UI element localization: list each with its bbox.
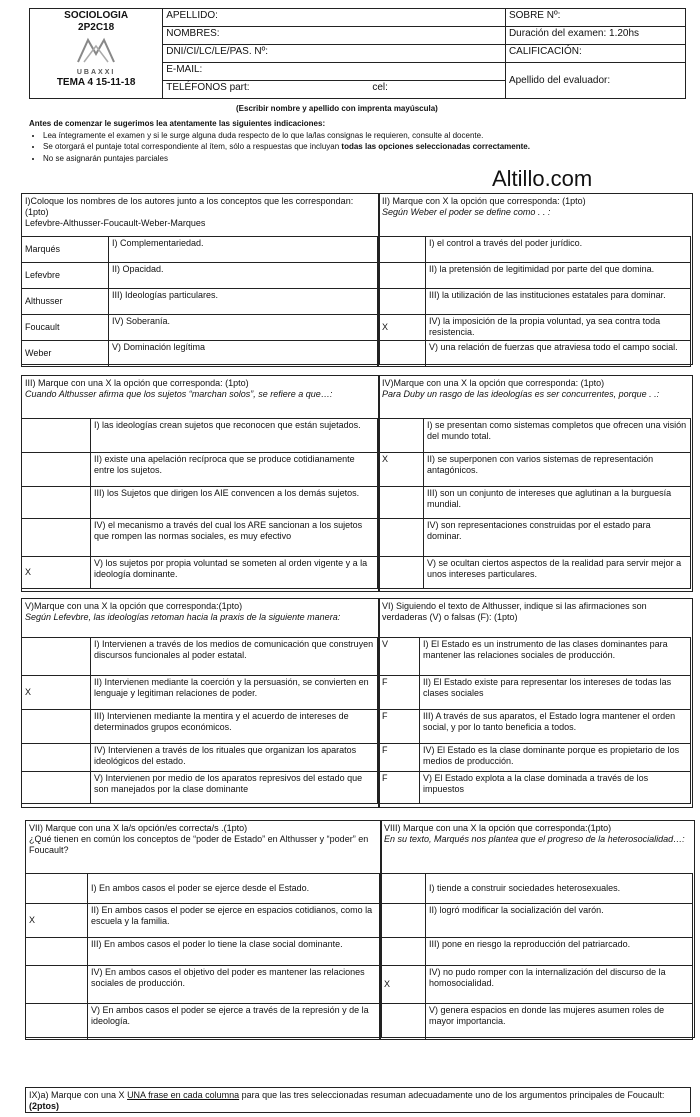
question-5 <box>21 598 380 808</box>
q8-option: V) genera espacios en donde las mujeres asumen roles de mayor importancia. <box>426 1004 693 1040</box>
q4-option: III) son un conjunto de intereses que aglutinan a la burguesía mundial. <box>424 487 691 519</box>
q1-answer[interactable]: Althusser <box>22 289 109 315</box>
q8-mark-box[interactable] <box>381 938 426 966</box>
q7-title: VII) Marque con una X la/s opción/es correcta/s .(1pto) <box>29 823 248 833</box>
apellido-field[interactable]: APELLIDO: <box>163 9 506 27</box>
q5-table <box>21 637 378 804</box>
q2-mark-box[interactable] <box>379 263 426 289</box>
q5-mark-box[interactable] <box>22 772 91 804</box>
q4-option: IV) son representaciones construidas por el estado para dominar. <box>424 519 691 557</box>
q4-option: V) se ocultan ciertos aspectos de la realidad para servir mejor a unos intereses particulares. <box>424 557 691 589</box>
q1-table <box>21 236 378 367</box>
q1-concept: II) Opacidad. <box>109 263 378 289</box>
cel-label: cel: <box>372 82 388 93</box>
q1-concept: IV) Soberanía. <box>109 315 378 341</box>
q6-answer-box[interactable]: F <box>379 772 420 804</box>
question-6 <box>378 598 693 808</box>
q6-statement: V) El Estado explota a la clase dominada a través de los impuestos <box>420 772 691 804</box>
q3-subtitle: Cuando Althusser afirma que los sujetos “marchan solos”, se refiere a que…: <box>25 388 333 399</box>
q4-table <box>378 418 691 589</box>
q6-answer-box[interactable]: F <box>379 744 420 772</box>
telefonos-field[interactable] <box>163 81 506 99</box>
q2-mark-box[interactable] <box>379 237 426 263</box>
sobre-field[interactable]: SOBRE Nº: <box>505 9 685 27</box>
instruction-item: • Se otorgará el puntaje total correspondiente al ítem, sólo a respuestas que incluyan todas las opciones seleccionadas correctamente. <box>43 142 679 152</box>
q1-title: I)Coloque los nombres de los autores junto a los conceptos que les correspondan:(1pto) <box>25 196 354 217</box>
instructions-heading: Antes de comenzar le sugerimos lea atentamente las siguientes indicaciones: <box>29 119 326 128</box>
q5-option: I) Intervienen a través de los medios de comunicación que construyen discursos funcionales al poder estatal. <box>91 638 378 676</box>
q5-mark-box[interactable]: X <box>22 676 91 710</box>
q5-option: II) Intervienen mediante la coerción y la persuasión, se convierten en lenguaje y legitiman relaciones de poder. <box>91 676 378 710</box>
q6-table <box>378 637 691 804</box>
q4-mark-box[interactable]: X <box>379 453 424 487</box>
q8-option: IV) no pudo romper con la internalización del discurso de la homosocialidad. <box>426 966 693 1004</box>
q6-statement: III) A través de sus aparatos, el Estado logra mantener el orden social, y por lo tanto beneficia a todos. <box>420 710 691 744</box>
q2-option: IV) la imposición de la propia voluntad, ya sea contra toda resistencia. <box>426 315 691 341</box>
q4-mark-box[interactable] <box>379 557 424 589</box>
q2-subtitle: Según Weber el poder se define como . . : <box>382 206 551 217</box>
q4-option: I) se presentan como sistemas completos que ofrecen una visión del mundo total. <box>424 419 691 453</box>
q1-answer[interactable]: Weber <box>22 341 109 367</box>
q6-answer-box[interactable]: F <box>379 710 420 744</box>
q2-title: II) Marque con X la opción que corresponda: (1pto) <box>382 196 586 206</box>
question-9 <box>25 1087 691 1113</box>
q2-mark-box[interactable]: X <box>379 315 426 341</box>
calificacion-field[interactable]: CALIFICACIÓN: <box>505 45 685 63</box>
q9-points: (2ptos) <box>29 1100 59 1111</box>
q4-option: II) se superponen con varios sistemas de representación antagónicos. <box>424 453 691 487</box>
question-4 <box>378 375 693 592</box>
q3-option: III) los Sujetos que dirigen los AIE convencen a los demás sujetos. <box>91 487 378 519</box>
q5-option: V) Intervienen por medio de los aparatos represivos del estado que son manejados por la clase dominante <box>91 772 378 804</box>
duration-label: Duración del examen: 1.20hs <box>505 27 685 45</box>
q2-table <box>378 236 691 367</box>
q2-option: V) una relación de fuerzas que atraviesa todo el campo social. <box>426 341 691 367</box>
q3-option: I) las ideologías crean sujetos que reconocen que están sujetados. <box>91 419 378 453</box>
q7-mark-box[interactable] <box>26 874 88 904</box>
q8-option: II) logró modificar la socialización del varón. <box>426 904 693 938</box>
subject-title: SOCIOLOGIA <box>64 10 129 21</box>
q5-title: V)Marque con una X la opción que corresponda:(1pto) <box>25 601 243 611</box>
q3-title: III) Marque con una X la opción que corresponda: (1pto) <box>25 378 249 388</box>
instruction-item: • No se asignarán puntajes parciales <box>43 154 679 164</box>
instructions <box>29 119 679 165</box>
q8-option: I) tiende a construir sociedades heterosexuales. <box>426 874 693 904</box>
q6-answer-box[interactable]: V <box>379 638 420 676</box>
q8-mark-box[interactable] <box>381 1004 426 1040</box>
question-2 <box>378 193 693 365</box>
exam-date: 15-11-18 <box>95 77 136 88</box>
header-table <box>29 8 686 99</box>
q3-mark-box[interactable]: X <box>22 557 91 589</box>
q8-title: VIII) Marque con una X la opción que corresponda:(1pto) <box>384 823 612 833</box>
q5-mark-box[interactable] <box>22 638 91 676</box>
q8-mark-box[interactable]: X <box>381 966 426 1004</box>
q7-subtitle: ¿Qué tienen en común los conceptos de “poder de Estado” en Althusser y “poder” en Foucault? <box>29 833 369 855</box>
question-3 <box>21 375 380 592</box>
q8-option: III) pone en riesgo la reproducción del patriarcado. <box>426 938 693 966</box>
email-field[interactable]: E-MAIL: <box>163 63 506 81</box>
instruction-item: • Lea íntegramente el examen y si le surge alguna duda respecto de lo que la/las consignas le requieren, consulte al docente. <box>43 131 679 141</box>
q9-text-pre: IX)a) Marque con una X <box>29 1090 128 1100</box>
q2-mark-box[interactable] <box>379 289 426 315</box>
q7-option: III) En ambos casos el poder lo tiene la clase social dominante. <box>88 938 380 966</box>
q7-mark-box[interactable] <box>26 966 88 1004</box>
q2-option: III) la utilización de las instituciones estatales para dominar. <box>426 289 691 315</box>
question-7 <box>25 820 382 1038</box>
q1-answer[interactable]: Foucault <box>22 315 109 341</box>
q5-mark-box[interactable] <box>22 710 91 744</box>
q7-option: I) En ambos casos el poder se ejerce desde el Estado. <box>88 874 380 904</box>
q6-statement: II) El Estado existe para representar los intereses de todas las clases sociales <box>420 676 691 710</box>
course-code: 2P2C18 <box>78 22 115 33</box>
q3-mark-box[interactable] <box>22 519 91 557</box>
q7-mark-box[interactable]: X <box>26 904 88 938</box>
q8-table <box>380 873 693 1040</box>
q1-concept: V) Dominación legítima <box>109 341 378 367</box>
q3-mark-box[interactable] <box>22 487 91 519</box>
q1-concept: III) Ideologías particulares. <box>109 289 378 315</box>
q1-answer[interactable]: Lefevbre <box>22 263 109 289</box>
q4-mark-box[interactable] <box>379 519 424 557</box>
q2-option: I) el control a través del poder jurídico. <box>426 237 691 263</box>
q8-mark-box[interactable] <box>381 904 426 938</box>
q3-mark-box[interactable] <box>22 453 91 487</box>
q3-option: II) existe una apelación recíproca que se produce cotidianamente entre los sujetos. <box>91 453 378 487</box>
q3-mark-box[interactable] <box>22 419 91 453</box>
ubaxxi-logo <box>76 36 116 76</box>
q5-option: III) Intervienen mediante la mentira y el acuerdo de intereses de determinados grupos económicos. <box>91 710 378 744</box>
q6-statement: I) El Estado es un instrumento de las clases dominantes para mantener las relaciones sociales de producción. <box>420 638 691 676</box>
header-logo-cell <box>30 9 163 99</box>
q7-option: IV) En ambos casos el objetivo del poder es mantener las relaciones sociales de producción. <box>88 966 380 1004</box>
q2-mark-box[interactable] <box>379 341 426 367</box>
q4-mark-box[interactable] <box>379 419 424 453</box>
nombres-field[interactable]: NOMBRES: <box>163 27 506 45</box>
q4-subtitle: Para Duby un rasgo de las ideologías es ser concurrentes, porque . .: <box>382 388 660 399</box>
q1-concept: I) Complementariedad. <box>109 237 378 263</box>
q3-option: V) los sujetos por propia voluntad se someten al orden vigente y a la ideología dominante. <box>91 557 378 589</box>
q1-answer[interactable]: Marqués <box>22 237 109 263</box>
q9-text-post: para que las tres seleccionadas resuman adecuadamente uno de los argumentos principales de Foucault: <box>239 1090 665 1100</box>
question-1 <box>21 193 380 365</box>
dni-field[interactable]: DNI/CI/LC/LE/PAS. Nº: <box>163 45 506 63</box>
q6-answer-box[interactable]: F <box>379 676 420 710</box>
q8-subtitle: En su texto, Marqués nos plantea que el progreso de la heterosocialidad…: <box>384 833 685 844</box>
q5-mark-box[interactable] <box>22 744 91 772</box>
q2-option: II) la pretensión de legitimidad por parte del que domina. <box>426 263 691 289</box>
q5-subtitle: Según Lefevbre, las ideologías retoman hacia la praxis de la siguiente manera: <box>25 611 341 622</box>
q9-underlined: UNA frase en cada columna <box>127 1090 240 1100</box>
q3-option: IV) el mecanismo a través del cual los ARE sancionan a los sujetos que rompen las normas sociales, es muy efectivo <box>91 519 378 557</box>
q6-title: VI) Siguiendo el texto de Althusser, indique si las afirmaciones son verdaderas (V) o falsas (F): (1pto) <box>382 601 647 622</box>
q3-table <box>21 418 378 589</box>
name-instruction: (Escribir nombre y apellido con imprenta mayúscula) <box>236 104 438 113</box>
logo-text: UBAXXI <box>76 69 116 76</box>
question-8 <box>380 820 695 1038</box>
q4-title: IV)Marque con una X la opción que corresponda: (1pto) <box>382 378 605 388</box>
q1-authors: Lefevbre-Althusser-Foucault-Weber-Marques <box>25 217 206 228</box>
q7-table <box>25 873 380 1040</box>
q7-option: V) En ambos casos el poder se ejerce a través de la represión y de la ideología. <box>88 1004 380 1040</box>
q7-option: II) En ambos casos el poder se ejerce en espacios cotidianos, como la escuela y la familia. <box>88 904 380 938</box>
evaluador-field[interactable]: Apellido del evaluador: <box>505 63 685 99</box>
q7-mark-box[interactable] <box>26 938 88 966</box>
telefonos-label: TELÉFONOS part: <box>166 82 250 93</box>
q5-option: IV) Intervienen a través de los rituales que organizan los aparatos ideológicos del estado. <box>91 744 378 772</box>
altillo-watermark: Altillo.com <box>492 166 593 191</box>
q4-mark-box[interactable] <box>379 487 424 519</box>
q6-statement: IV) El Estado es la clase dominante porque es propietario de los medios de producción. <box>420 744 691 772</box>
q8-mark-box[interactable] <box>381 874 426 904</box>
q7-mark-box[interactable] <box>26 1004 88 1040</box>
tema-label: TEMA 4 <box>56 77 94 88</box>
